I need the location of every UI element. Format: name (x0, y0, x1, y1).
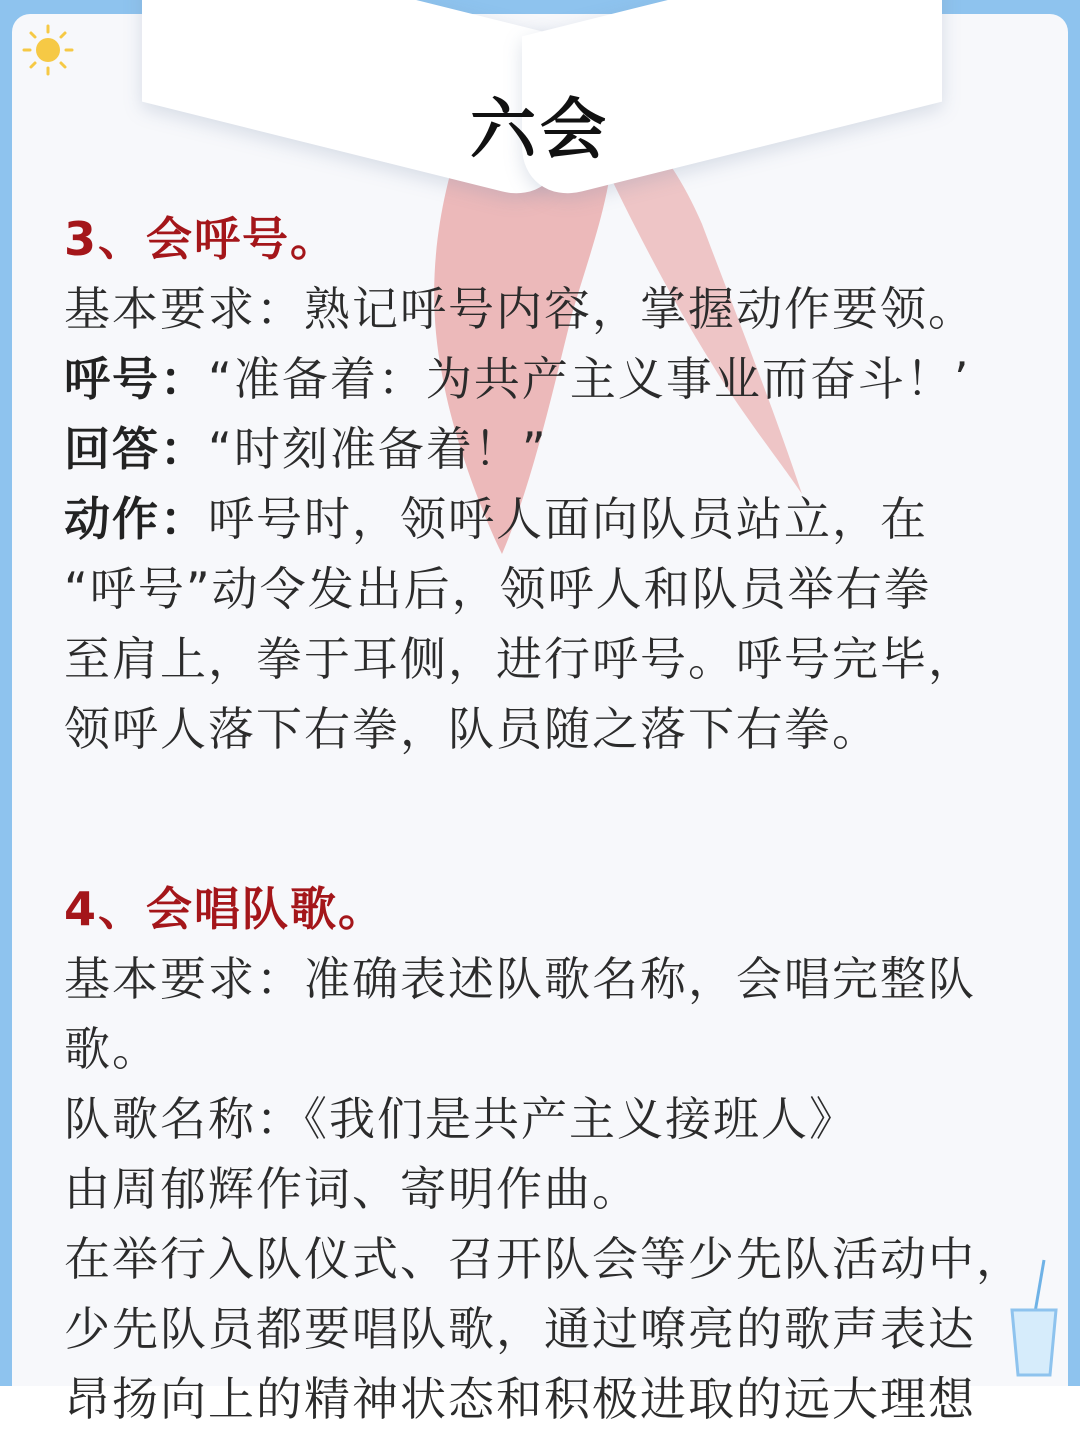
text-line: 回答：“时刻准备着！” (64, 422, 548, 476)
line-label: 回答： (64, 422, 208, 476)
text-line: 基本要求：准确表述队歌名称，会唱完整队 (64, 952, 976, 1006)
sun-icon (18, 20, 82, 84)
text-line: 动作：呼号时，领呼人面向队员站立，在 (64, 492, 928, 546)
text-line: 基本要求：熟记呼号内容，掌握动作要领。 (64, 282, 976, 336)
section-team-song (64, 874, 1074, 1434)
section-spacer (64, 764, 1074, 874)
section-heading: 4、会唱队歌。 (64, 882, 387, 936)
document-paper (12, 14, 1068, 1426)
line-label: 动作： (64, 492, 208, 546)
text-line: 领呼人落下右拳，队员随之落下右拳。 (64, 702, 880, 756)
text-line: 队歌名称：《我们是共产主义接班人》 (64, 1092, 857, 1146)
text-line: 由周郁辉作词、寄明作曲。 (64, 1162, 640, 1216)
text-line: “呼号”动令发出后，领呼人和队员举右拳 (64, 562, 932, 616)
text-line: 歌。 (64, 1022, 160, 1076)
page-title: 六会 (470, 91, 610, 168)
text-line: 在举行入队仪式、召开队会等少先队活动中， (64, 1232, 1024, 1286)
text-line: 呼号：“准备着：为共产主义事业而奋斗！’ (64, 352, 971, 406)
section-heading: 3、会呼号。 (64, 212, 339, 266)
section-call-sign (64, 204, 1074, 764)
text-line: 少先队员都要唱队歌，通过嘹亮的歌声表达 (64, 1302, 976, 1356)
text-line: 至肩上，拳于耳侧，进行呼号。呼号完毕， (64, 632, 976, 686)
text-line: 昂扬向上的精神状态和积极进取的远大理想 (64, 1372, 976, 1426)
document-content (64, 204, 1074, 1434)
line-label: 呼号： (64, 352, 208, 406)
